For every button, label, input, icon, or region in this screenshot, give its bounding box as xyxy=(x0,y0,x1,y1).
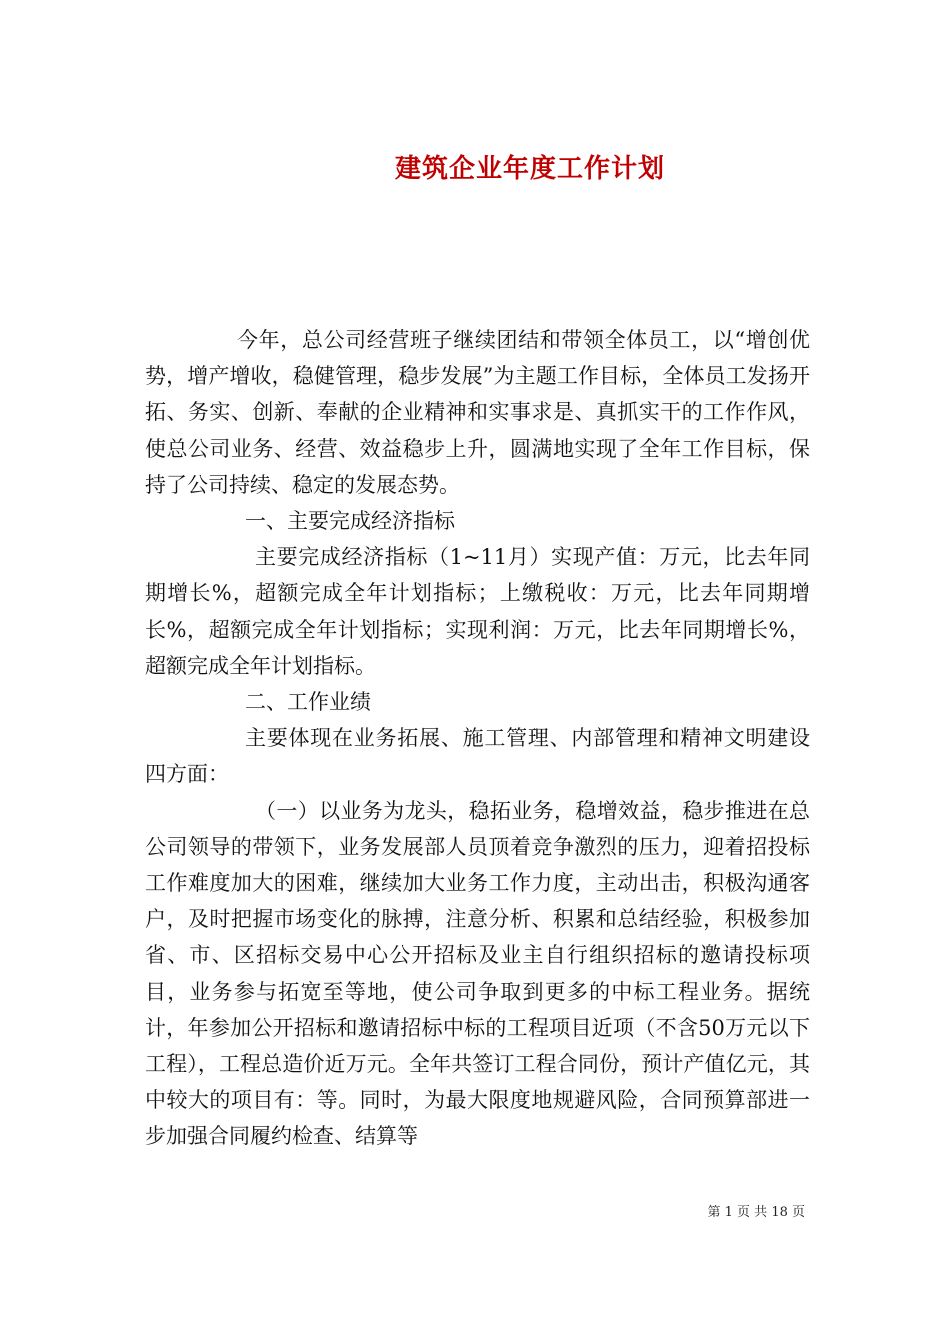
business-expansion-paragraph: （一）以业务为龙头，稳拓业务，稳增效益，稳步推进在总公司领导的带领下，业务发展部人员顶着竞争激烈的压力，迎着招投标工作难度加大的困难，继续加大业务工作力度，主动出击，积极沟通客户，及时把握市场变化的脉搏，注意分析、积累和总结经验，积极参加省、市、区招标交易中心公开招标及业主自行组织招标的邀请投标项目，业务参与拓宽至等地，使公司争取到更多的中标工程业务。据统计，年参加公开招标和邀请招标中标的工程项目近项（不含50万元以下工程），工程总造价近万元。全年共签订工程合同份，预计产值亿元，其中较大的项目有：等。同时，为最大限度地规避风险，合同预算部进一步加强合同履约检查、结算等 xyxy=(145,798,810,1149)
document-body xyxy=(145,322,810,1155)
intro-paragraph: 今年，总公司经营班子继续团结和带领全体员工，以“增创优势，增产增收，稳健管理，稳步发展”为主题工作目标，全体员工发扬开拓、务实、创新、奉献的企业精神和实事求是、真抓实干的工作作风，使总公司业务、经营、效益稳步上升，圆满地实现了全年工作目标，保持了公司持续、稳定的发展态势。 xyxy=(145,328,810,497)
work-achievements-intro-paragraph: 主要体现在业务拓展、施工管理、内部管理和精神文明建设四方面： xyxy=(145,726,810,787)
document-title: 建筑企业年度工作计划 xyxy=(394,154,665,185)
economic-indicators-paragraph: 主要完成经济指标（1~11月）实现产值：万元，比去年同期增长%，超额完成全年计划指标；上缴税收：万元，比去年同期增长%，超额完成全年计划指标；实现利润：万元，比去年同期增长%，超额完成全年计划指标。 xyxy=(145,545,810,678)
section-heading-economic-indicators: 一、主要完成经济指标 xyxy=(245,509,455,534)
section-heading-work-achievements: 二、工作业绩 xyxy=(245,690,371,715)
page-number-footer: 第 1 页 共 18 页 xyxy=(707,1205,805,1220)
